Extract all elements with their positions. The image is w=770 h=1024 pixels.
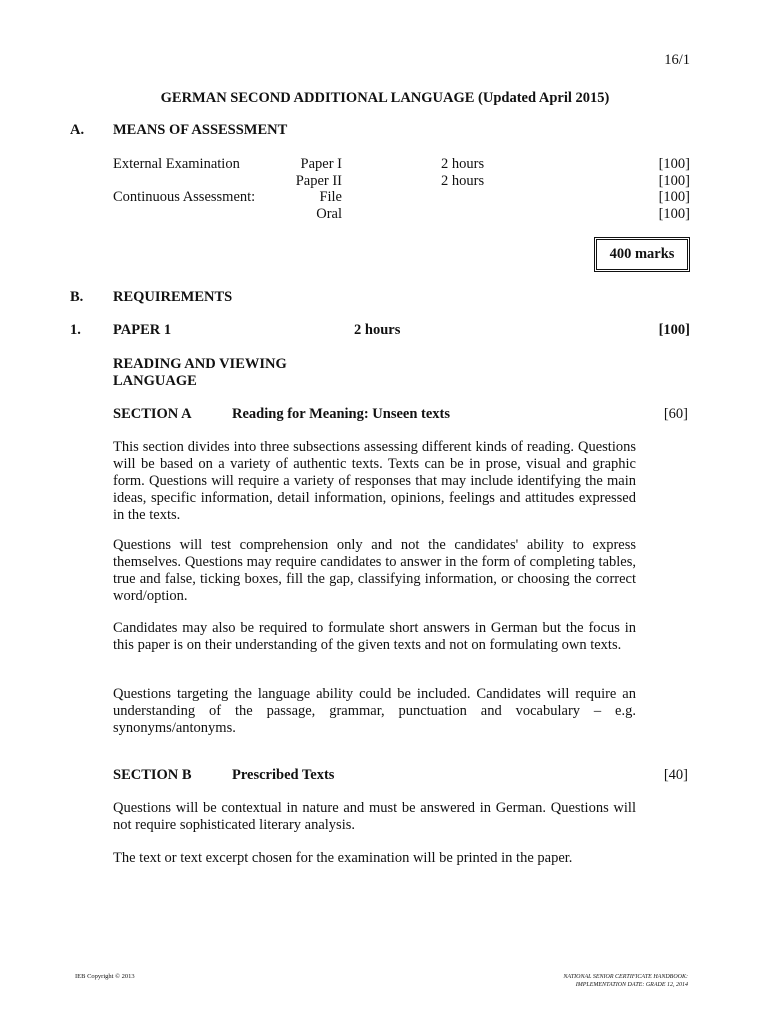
assessment-category: Continuous Assessment:: [113, 189, 256, 205]
assessment-category: External Examination: [113, 156, 240, 172]
section-b-heading: REQUIREMENTS: [113, 289, 233, 305]
assessment-item: Paper II: [295, 173, 342, 189]
section-b-label: SECTION B: [113, 767, 192, 783]
paragraph: The text or text excerpt chosen for the examination will be printed in the paper.: [113, 850, 573, 866]
section-a-title: Reading for Meaning: Unseen texts: [232, 406, 451, 422]
assessment-marks: [100]: [658, 173, 690, 189]
section-a-letter: A.: [70, 122, 85, 138]
section-b-title: Prescribed Texts: [232, 767, 335, 783]
paper-label: PAPER 1: [113, 322, 172, 338]
assessment-item: Oral: [316, 206, 342, 222]
paper-duration: 2 hours: [354, 322, 401, 338]
footer-implementation: IMPLEMENTATION DATE: GRADE 12, 2014: [575, 982, 688, 988]
page-number: 16/1: [664, 52, 690, 68]
footer-copyright: IEB Copyright © 2013: [75, 973, 135, 980]
total-marks: 400 marks: [609, 246, 675, 262]
assessment-marks: [100]: [658, 189, 690, 205]
assessment-duration: 2 hours: [441, 156, 485, 172]
item-number: 1.: [70, 322, 81, 338]
assessment-marks: [100]: [658, 156, 690, 172]
paragraph: Questions will be contextual in nature and must be answered in German. Questions will not require sophisticated literary analysis.: [113, 800, 636, 833]
paragraph: This section divides into three subsections assessing different kinds of reading. Questions will be based on a variety of authentic texts. Texts can be in prose, visual and graphic form. Questions will require a variety of responses that may include identifying the main ideas, specific information, detail information, opinions, feelings and attitudes expressed in the texts.: [113, 439, 636, 523]
subheading-line1: READING AND VIEWING: [113, 356, 287, 372]
paragraph: Questions will test comprehension only and not the candidates' ability to express themselves. Questions may require candidates to answer in the form of completing tables, true and false, ticking boxes, fill the gap, classifying information, or choosing the correct word/option.: [113, 537, 636, 604]
footer-handbook: NATIONAL SENIOR CERTIFICATE HANDBOOK:: [563, 974, 688, 980]
document-title: GERMAN SECOND ADDITIONAL LANGUAGE (Updated April 2015): [160, 90, 610, 106]
assessment-item: File: [319, 189, 342, 205]
section-b-letter: B.: [70, 289, 84, 305]
assessment-marks: [100]: [658, 206, 690, 222]
section-a-label: SECTION A: [113, 406, 192, 422]
assessment-item: Paper I: [300, 156, 342, 172]
section-a-marks: [60]: [663, 406, 688, 422]
subheading-line2: LANGUAGE: [113, 373, 197, 389]
section-a-heading: MEANS OF ASSESSMENT: [113, 122, 288, 138]
section-b-marks: [40]: [663, 767, 688, 783]
paragraph: Questions targeting the language ability could be included. Candidates will require an understanding of the passage, grammar, punctuation and vocabulary – e.g. synonyms/antonyms.: [113, 686, 636, 736]
paper-marks: [100]: [658, 322, 690, 338]
assessment-duration: 2 hours: [441, 173, 485, 189]
paragraph: Candidates may also be required to formulate short answers in German but the focus in this paper is on their understanding of the given texts and not on formulating own texts.: [113, 620, 636, 653]
total-marks-box: [594, 237, 690, 272]
